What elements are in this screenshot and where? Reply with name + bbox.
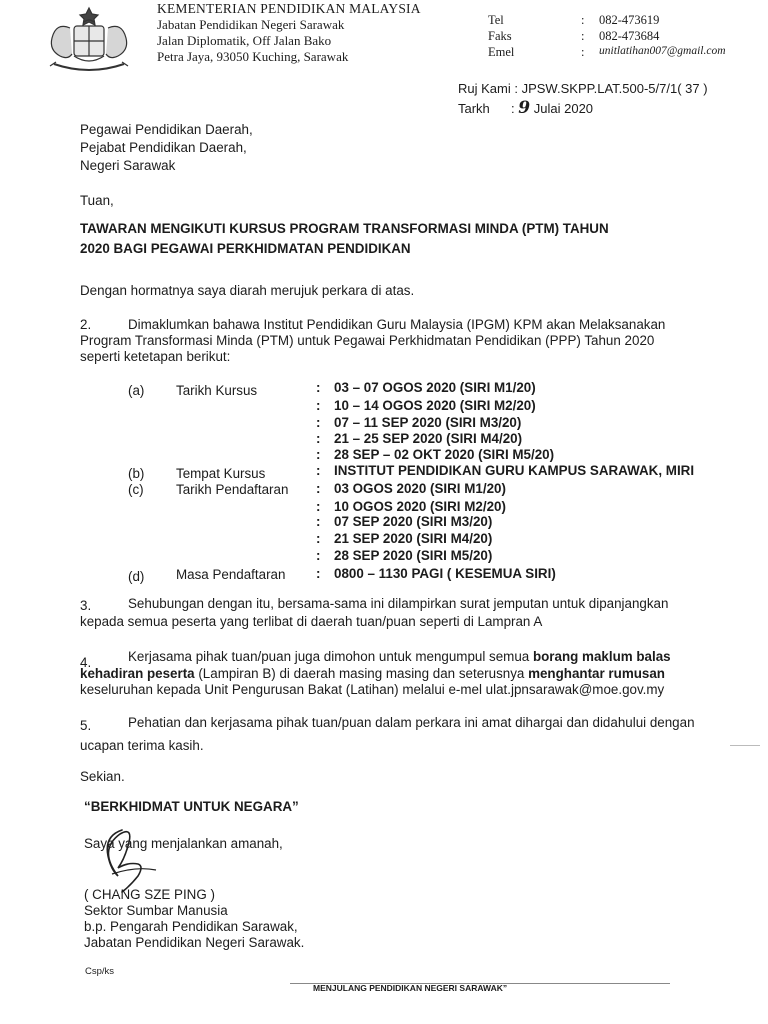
date-colon: : (511, 101, 515, 116)
item-d-label: Masa Pendaftaran (176, 567, 286, 582)
item-d-colon: : (316, 566, 321, 581)
item-a-value-2: 10 – 14 OGOS 2020 (SIRI M2/20) (334, 398, 536, 413)
signatory-sector: Sektor Sumbar Manusia (84, 903, 228, 918)
para4-line-1-bold: borang maklum balas (532, 649, 671, 664)
item-b-label: Tempat Kursus (176, 466, 266, 481)
ministry-name: KEMENTERIAN PENDIDIKAN MALAYSIA (157, 1, 421, 16)
item-a-value-1: 03 – 07 OGOS 2020 (SIRI M1/20) (334, 380, 536, 395)
para3-number: 3. (80, 598, 92, 613)
fax-label: Faks (488, 29, 512, 43)
closing-motto: “BERKHIDMAT UNTUK NEGARA” (84, 799, 299, 814)
handwritten-signature (82, 826, 182, 896)
para5-number: 5. (80, 718, 92, 733)
para4-line-1-text: Kerjasama pihak tuan/puan juga dimohon untuk mengumpul semua (128, 649, 533, 664)
para2-line-3: seperti ketetapan berikut: (80, 349, 231, 364)
ruj-label: Ruj Kami : (458, 81, 518, 96)
item-b-colon: : (316, 463, 321, 478)
letter-title-line-2: 2020 BAGI PEGAWAI PERKHIDMATAN PENDIDIKAN (80, 241, 411, 256)
scan-mark (730, 745, 760, 746)
item-a-label: Tarikh Kursus (176, 383, 258, 398)
email-value: unitlatihan007@gmail.com (599, 45, 726, 57)
para5-line-1: Pehatian dan kerjasama pihak tuan/puan dalam perkara ini amat dihargai dan didahului dengan (128, 715, 695, 730)
item-c-colon-2: : (316, 499, 321, 514)
para5-line-2: ucapan terima kasih. (80, 738, 204, 753)
footer-initials: Csp/ks (85, 966, 115, 977)
date-label: Tarkh (458, 101, 490, 116)
letter-date (458, 98, 593, 118)
opening-sentence: Dengan hormatnya saya diarah merujuk perkara di atas. (80, 283, 415, 298)
address-line-1: Jabatan Pendidikan Negeri Sarawak (157, 17, 345, 32)
para4-number: 4. (80, 655, 92, 670)
item-a-colon-5: : (316, 447, 321, 462)
tel-colon: : (581, 13, 585, 27)
date-month-year: Julai 2020 (533, 101, 594, 116)
coat-of-arms-icon (40, 4, 138, 74)
item-a-colon-4: : (316, 431, 321, 446)
item-c-colon-5: : (316, 548, 321, 563)
recipient-line-1: Pegawai Pendidikan Daerah, (80, 122, 253, 137)
para2-line-1: Dimaklumkan bahawa Institut Pendidikan Guru Malaysia (IPGM) KPM akan Melaksanakan (128, 317, 666, 332)
recipient-line-2: Pejabat Pendidikan Daerah, (80, 140, 247, 155)
para3-line-2: kepada semua peserta yang terlibat di daerah tuan/puan seperti di Lampran A (80, 614, 543, 629)
item-d-value: 0800 – 1130 PAGI ( KESEMUA SIRI) (334, 566, 556, 581)
salutation: Tuan, (80, 193, 114, 208)
item-b-value: INSTITUT PENDIDIKAN GURU KAMPUS SARAWAK, MIRI (334, 463, 695, 478)
tel-value: 082-473619 (599, 13, 660, 27)
para4-line-2 (80, 666, 740, 681)
letter-title-line-1: TAWARAN MENGIKUTI KURSUS PROGRAM TRANSFORMASI MINDA (PTM) TAHUN (80, 221, 609, 236)
item-d-key: (d) (128, 569, 145, 584)
signatory-on-behalf: b.p. Pengarah Pendidikan Sarawak, (84, 919, 298, 934)
para4-line-3: keseluruhan kepada Unit Pengurusan Bakat (Latihan) melalui e-mel ulat.jpnsarawak@moe.gov.my (80, 682, 665, 697)
item-c-value-3: 07 SEP 2020 (SIRI M3/20) (334, 514, 493, 529)
para3-line-1: Sehubungan dengan itu, bersama-sama ini dilampirkan surat jemputan untuk dipanjangkan (128, 596, 669, 611)
item-a-colon-1: : (316, 380, 321, 395)
item-a-value-5: 28 SEP – 02 OKT 2020 (SIRI M5/20) (334, 447, 555, 462)
item-c-colon-3: : (316, 514, 321, 529)
para4-line-2-bold-a: kehadiran peserta (80, 666, 195, 681)
para2-number: 2. (80, 317, 92, 332)
address-line-2: Jalan Diplomatik, Off Jalan Bako (157, 33, 332, 48)
para4-line-2-text: (Lampiran B) di daerah masing masing dan seterusnya (194, 666, 529, 681)
reference-number (458, 81, 708, 96)
closing-amanah: Saya yang menjalankan amanah, (84, 836, 283, 851)
ruj-value: JPSW.SKPP.LAT.500-5/7/1( 37 ) (521, 81, 708, 96)
recipient-line-3: Negeri Sarawak (80, 158, 176, 173)
item-a-colon-2: : (316, 398, 321, 413)
item-c-colon-4: : (316, 531, 321, 546)
para4-line-2-bold-b: menghantar rumusan (528, 666, 665, 681)
item-a-value-4: 21 – 25 SEP 2020 (SIRI M4/20) (334, 431, 523, 446)
signatory-name: ( CHANG SZE PING ) (84, 887, 215, 902)
date-day-handwritten: 9 (518, 98, 531, 118)
signatory-department: Jabatan Pendidikan Negeri Sarawak. (84, 935, 305, 950)
item-a-colon-3: : (316, 415, 321, 430)
item-a-value-3: 07 – 11 SEP 2020 (SIRI M3/20) (334, 415, 522, 430)
address-line-3: Petra Jaya, 93050 Kuching, Sarawak (157, 49, 349, 64)
tel-label: Tel (488, 13, 504, 27)
fax-colon: : (581, 29, 585, 43)
para4-line-1 (128, 649, 740, 664)
item-c-value-5: 28 SEP 2020 (SIRI M5/20) (334, 548, 493, 563)
item-b-key: (b) (128, 466, 145, 481)
fax-value: 082-473684 (599, 29, 660, 43)
item-c-value-2: 10 OGOS 2020 (SIRI M2/20) (334, 499, 506, 514)
email-label: Emel (488, 45, 515, 59)
item-c-value-4: 21 SEP 2020 (SIRI M4/20) (334, 531, 493, 546)
footer-motto: MENJULANG PENDIDIKAN NEGERI SARAWAK” (313, 983, 508, 993)
item-c-value-1: 03 OGOS 2020 (SIRI M1/20) (334, 481, 506, 496)
para2-line-2: Program Transformasi Minda (PTM) untuk Pegawai Perkhidmatan Pendidikan (PPP) Tahun 2020 (80, 333, 655, 348)
item-c-label: Tarikh Pendaftaran (176, 482, 289, 497)
item-c-colon-1: : (316, 481, 321, 496)
item-c-key: (c) (128, 482, 144, 497)
email-colon: : (581, 45, 585, 59)
closing-sekian: Sekian. (80, 769, 125, 784)
item-a-key: (a) (128, 383, 145, 398)
